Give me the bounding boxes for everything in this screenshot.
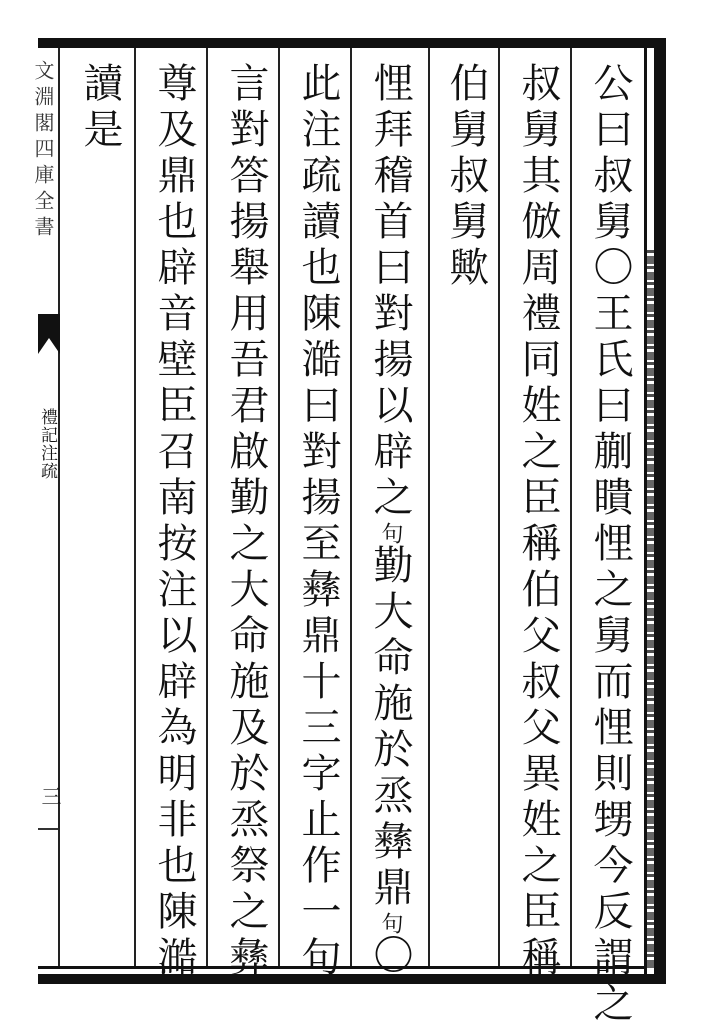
spine-page-number: 三 xyxy=(38,786,62,806)
text-segment: 悝拜稽首曰對揚以辟之 xyxy=(367,62,413,522)
text-column-5: 此注疏讀也陳澔曰對揚至彝鼎十三字止作一句 xyxy=(295,62,341,982)
text-column-1: 公曰叔舅〇王氏曰蒯瞶悝之舅而悝則甥今反謂之 xyxy=(587,62,633,1028)
spine-rule xyxy=(58,48,60,966)
text-column-6: 言對答揚舉用吾君啟勤之大命施及於烝祭之彝 xyxy=(223,62,269,982)
frame-bottom-border xyxy=(38,974,666,984)
circle-mark: 〇 xyxy=(367,934,413,980)
text-column-7: 尊及鼎也辟音壁臣召南按注以辟為明非也陳澔 xyxy=(151,62,197,982)
column-rule xyxy=(428,48,430,966)
punctuation-note: 句 xyxy=(378,522,403,544)
column-rule xyxy=(206,48,208,966)
punctuation-note: 句 xyxy=(378,912,403,934)
text-column-3: 伯舅叔舅歟 xyxy=(443,62,489,292)
spine-collection-title: 文淵閣四庫全書 xyxy=(31,60,55,242)
column-rule xyxy=(570,48,572,966)
frame-top-border xyxy=(38,38,666,48)
frame-right-border xyxy=(654,38,666,984)
text-column-8: 讀是 xyxy=(77,62,123,154)
spine-tick xyxy=(38,828,58,830)
column-rule xyxy=(278,48,280,966)
column-rule xyxy=(498,48,500,966)
column-rule xyxy=(134,48,136,966)
column-rule xyxy=(350,48,352,966)
text-column-2: 叔舅其倣周禮同姓之臣稱伯父叔父異姓之臣稱 xyxy=(515,62,561,982)
edge-damage-marks xyxy=(647,250,654,970)
spine-book-title: 禮記注疏 xyxy=(37,408,57,480)
text-segment: 勤大命施於烝彝鼎 xyxy=(367,544,413,912)
text-column-4 xyxy=(364,62,416,980)
